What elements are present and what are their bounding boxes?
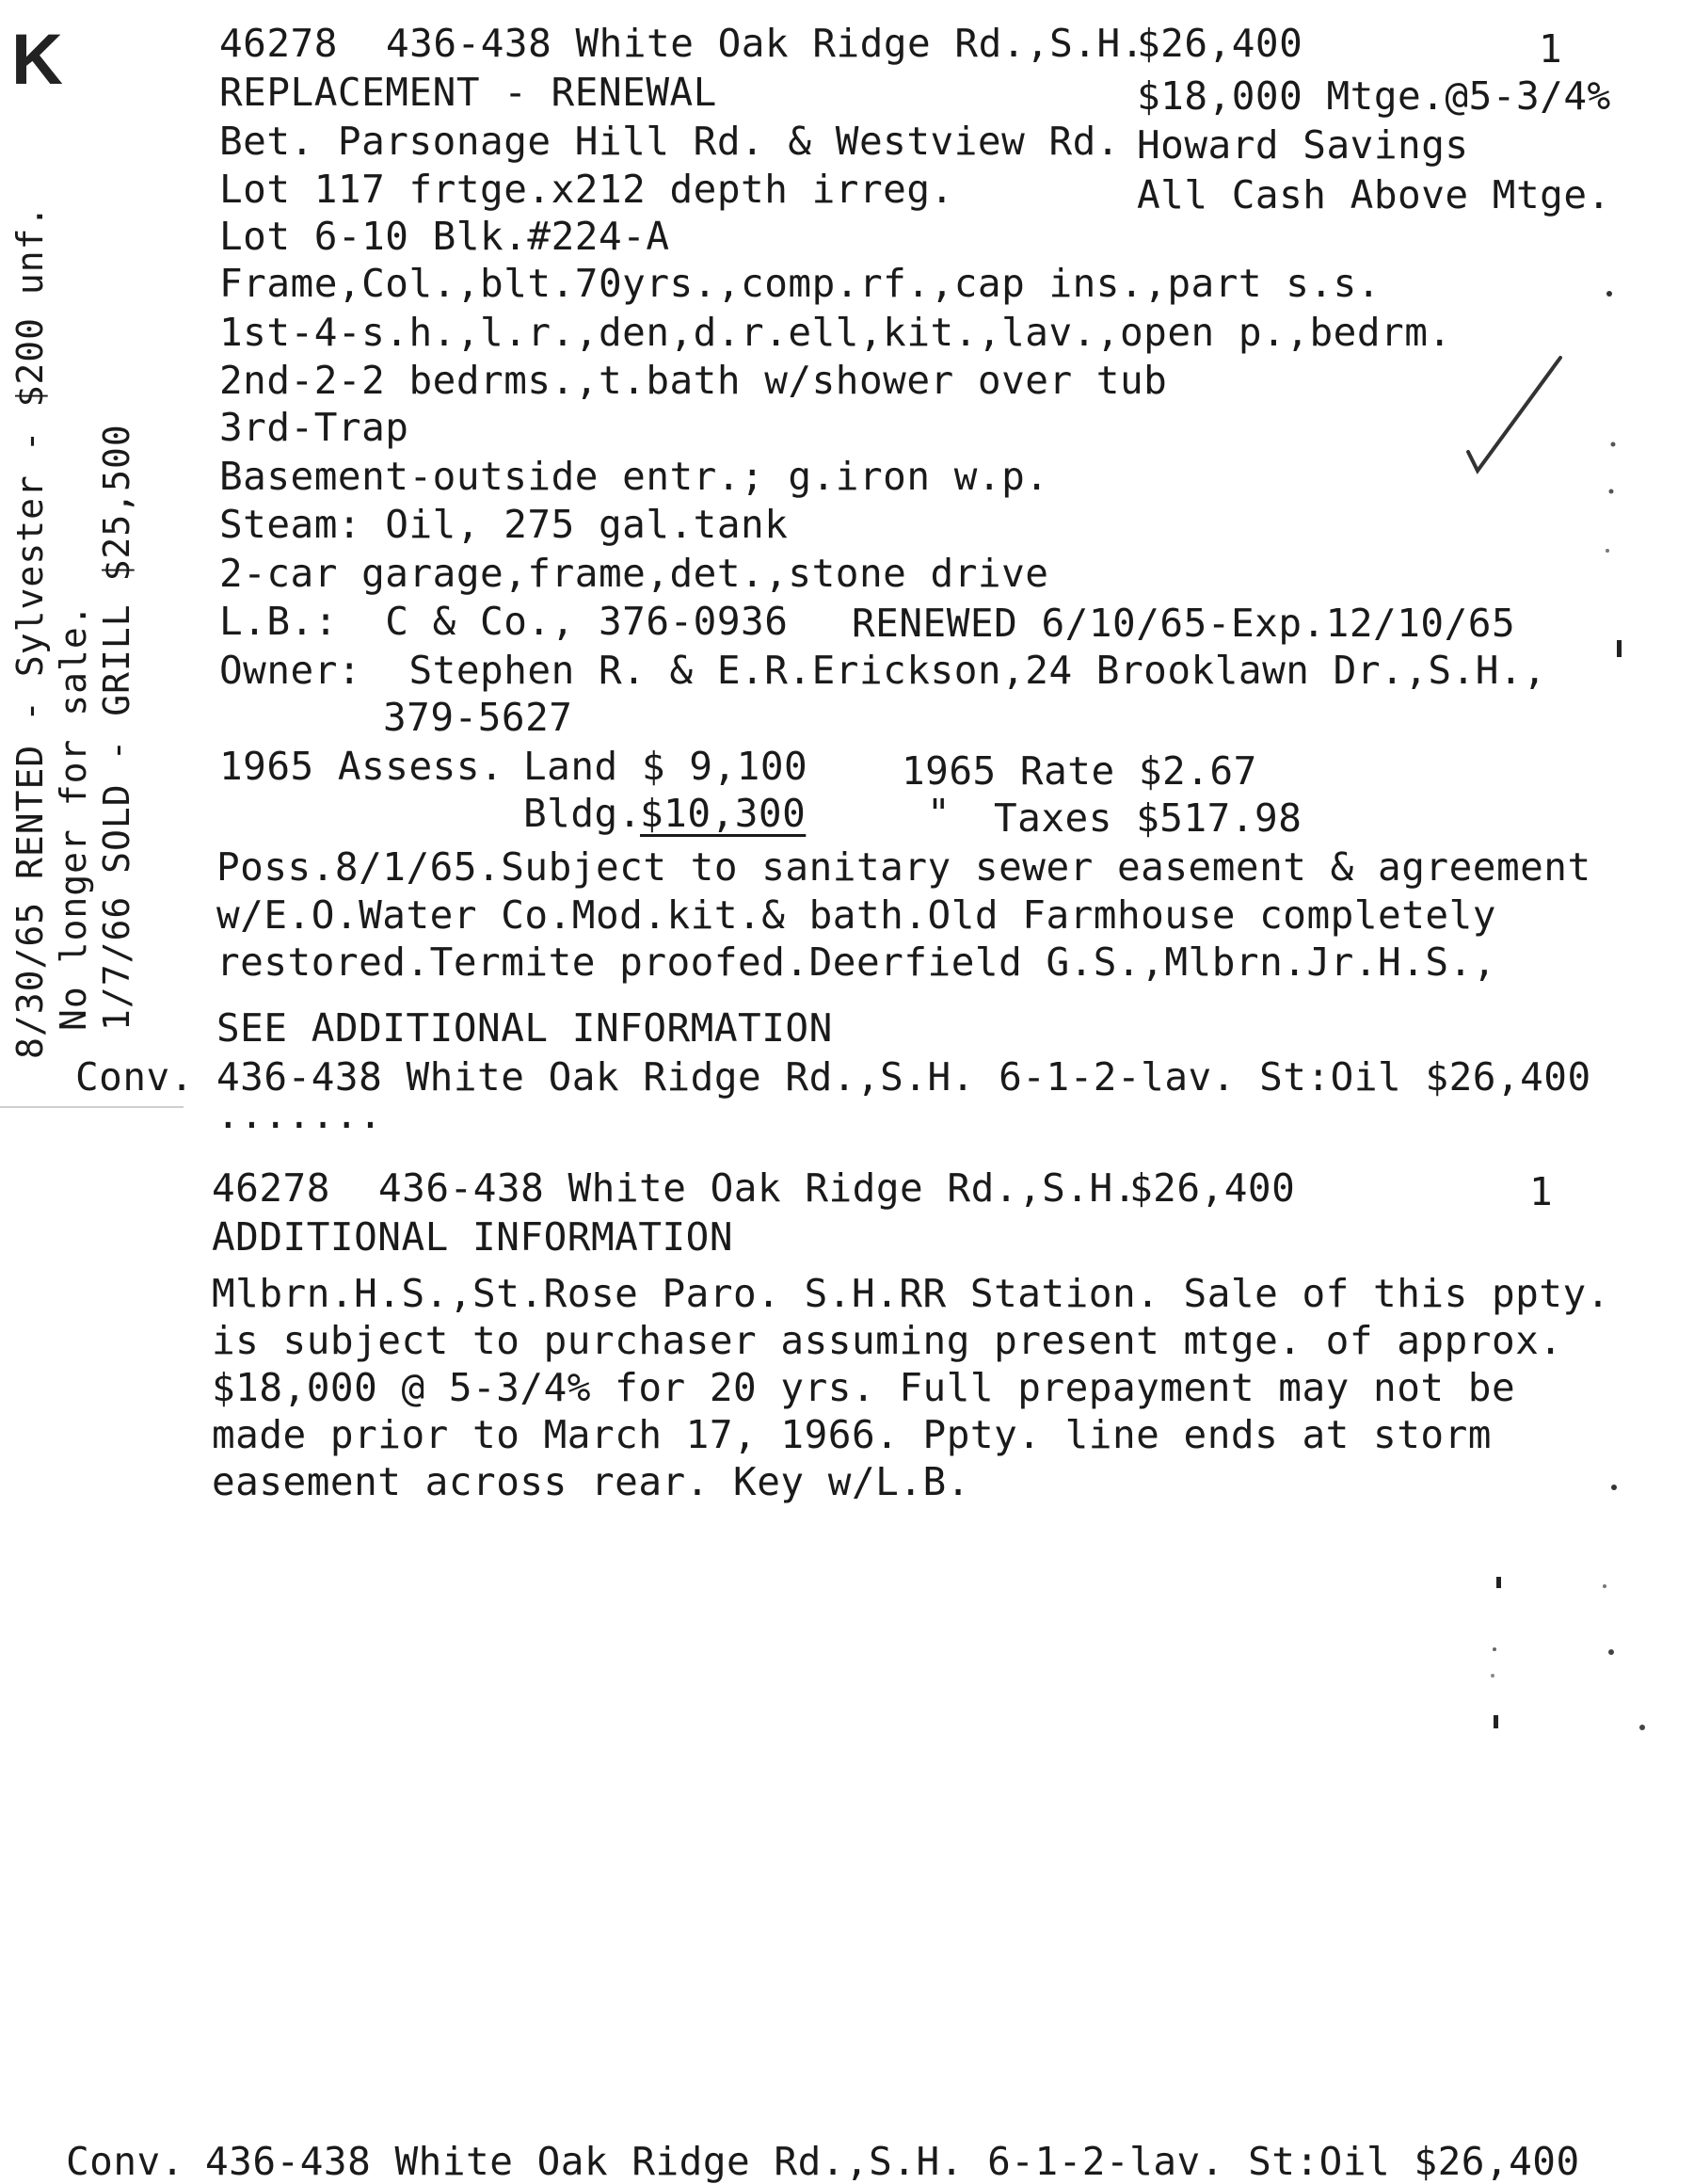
card1-conv-label: Conv. bbox=[75, 1054, 194, 1100]
card1-construction: Frame,Col.,blt.70yrs.,comp.rf.,cap ins.,part s.s. bbox=[219, 261, 1382, 306]
margin-note-sold: 1/7/66 SOLD - GRILL $25,500 bbox=[96, 424, 137, 1031]
card1-remarks-line1: Poss.8/1/65.Subject to sanitary sewer easement & agreement bbox=[216, 844, 1591, 890]
margin-note-no-longer: No longer for sale. bbox=[53, 603, 94, 1031]
card2-line3: $18,000 @ 5-3/4% for 20 yrs. Full prepayment may not be bbox=[212, 1365, 1516, 1410]
card1-first-floor: 1st-4-s.h.,l.r.,den,d.r.ell,kit.,lav.,open p.,bedrm. bbox=[219, 310, 1452, 355]
card1-lender: Howard Savings bbox=[1137, 122, 1469, 168]
card1-card-no: 1 bbox=[1539, 26, 1563, 72]
card1-conv-summary: 436-438 White Oak Ridge Rd.,S.H. 6-1-2-lav. St:Oil $26,400 bbox=[216, 1054, 1591, 1100]
card1-price: $26,400 bbox=[1137, 21, 1303, 66]
card1-address: 436-438 White Oak Ridge Rd.,S.H. bbox=[386, 21, 1144, 66]
card1-ditto-mark: " bbox=[927, 791, 951, 836]
card1-remarks-line3: restored.Termite proofed.Deerfield G.S.,Mlbrn.Jr.H.S., bbox=[216, 939, 1496, 985]
card1-lot-block: Lot 6-10 Blk.#224-A bbox=[219, 214, 670, 259]
card1-location: Bet. Parsonage Hill Rd. & Westview Rd. bbox=[219, 119, 1120, 164]
card1-third-floor: 3rd-Trap bbox=[219, 405, 409, 450]
scan-specks-icon bbox=[1600, 282, 1675, 1789]
card1-dots: ....... bbox=[216, 1092, 383, 1137]
card1-taxes: Taxes $517.98 bbox=[994, 795, 1302, 841]
card1-heat: Steam: Oil, 275 gal.tank bbox=[219, 502, 789, 547]
card1-assess-label: 1965 Assess. bbox=[219, 744, 504, 789]
card1-garage: 2-car garage,frame,det.,stone drive bbox=[219, 551, 1049, 596]
footer-conv-label: Conv. bbox=[66, 2139, 184, 2184]
scan-dots-icon bbox=[1478, 1563, 1515, 1742]
card-divider bbox=[0, 1106, 184, 1108]
card2-listing-no: 46278 bbox=[212, 1165, 330, 1211]
card1-see-additional: SEE ADDITIONAL INFORMATION bbox=[216, 1005, 833, 1051]
card1-listing-type: REPLACEMENT - RENEWAL bbox=[219, 70, 717, 115]
card1-listing-broker: L.B.: C & Co., 376-0936 bbox=[219, 599, 789, 644]
card1-owner-phone: 379-5627 bbox=[383, 695, 573, 740]
footer-conv-summary: 436-438 White Oak Ridge Rd.,S.H. 6-1-2-lav. St:Oil $26,400 bbox=[205, 2139, 1580, 2184]
card1-owner: Owner: Stephen R. & E.R.Erickson,24 Brooklawn Dr.,S.H., bbox=[219, 648, 1547, 693]
card2-card-no: 1 bbox=[1529, 1169, 1554, 1214]
card1-cash-terms: All Cash Above Mtge. bbox=[1137, 172, 1611, 217]
card1-mortgage: $18,000 Mtge.@5-3/4% bbox=[1137, 73, 1611, 119]
card1-listing-no: 46278 bbox=[219, 21, 338, 66]
card1-rate: 1965 Rate $2.67 bbox=[902, 748, 1257, 794]
card1-renewed: RENEWED 6/10/65-Exp.12/10/65 bbox=[852, 601, 1516, 646]
card2-address: 436-438 White Oak Ridge Rd.,S.H. bbox=[378, 1165, 1137, 1211]
card1-bldg-value: $10,300 bbox=[640, 791, 807, 836]
card1-bldg-label: Bldg. bbox=[523, 791, 642, 836]
card2-line4: made prior to March 17, 1966. Ppty. line ends at storm bbox=[212, 1412, 1492, 1457]
corner-letter: K bbox=[11, 20, 63, 100]
check-mark-icon bbox=[1449, 348, 1581, 499]
card2-heading: ADDITIONAL INFORMATION bbox=[212, 1214, 734, 1260]
card2-line1: Mlbrn.H.S.,St.Rose Paro. S.H.RR Station. Sale of this ppty. bbox=[212, 1271, 1610, 1316]
card2-line2: is subject to purchaser assuming present mtge. of approx. bbox=[212, 1318, 1563, 1363]
card1-remarks-line2: w/E.O.Water Co.Mod.kit.& bath.Old Farmhouse completely bbox=[216, 892, 1496, 938]
card1-basement: Basement-outside entr.; g.iron w.p. bbox=[219, 454, 1049, 499]
card2-price: $26,400 bbox=[1129, 1165, 1296, 1211]
card1-lot-frontage: Lot 117 frtge.x212 depth irreg. bbox=[219, 167, 954, 212]
card2-line5: easement across rear. Key w/L.B. bbox=[212, 1459, 970, 1504]
margin-note-rented: 8/30/65 RENTED - Sylvester - $200 unf. bbox=[9, 204, 51, 1059]
card1-land: Land $ 9,100 bbox=[523, 744, 808, 789]
card1-second-floor: 2nd-2-2 bedrms.,t.bath w/shower over tub bbox=[219, 358, 1168, 403]
